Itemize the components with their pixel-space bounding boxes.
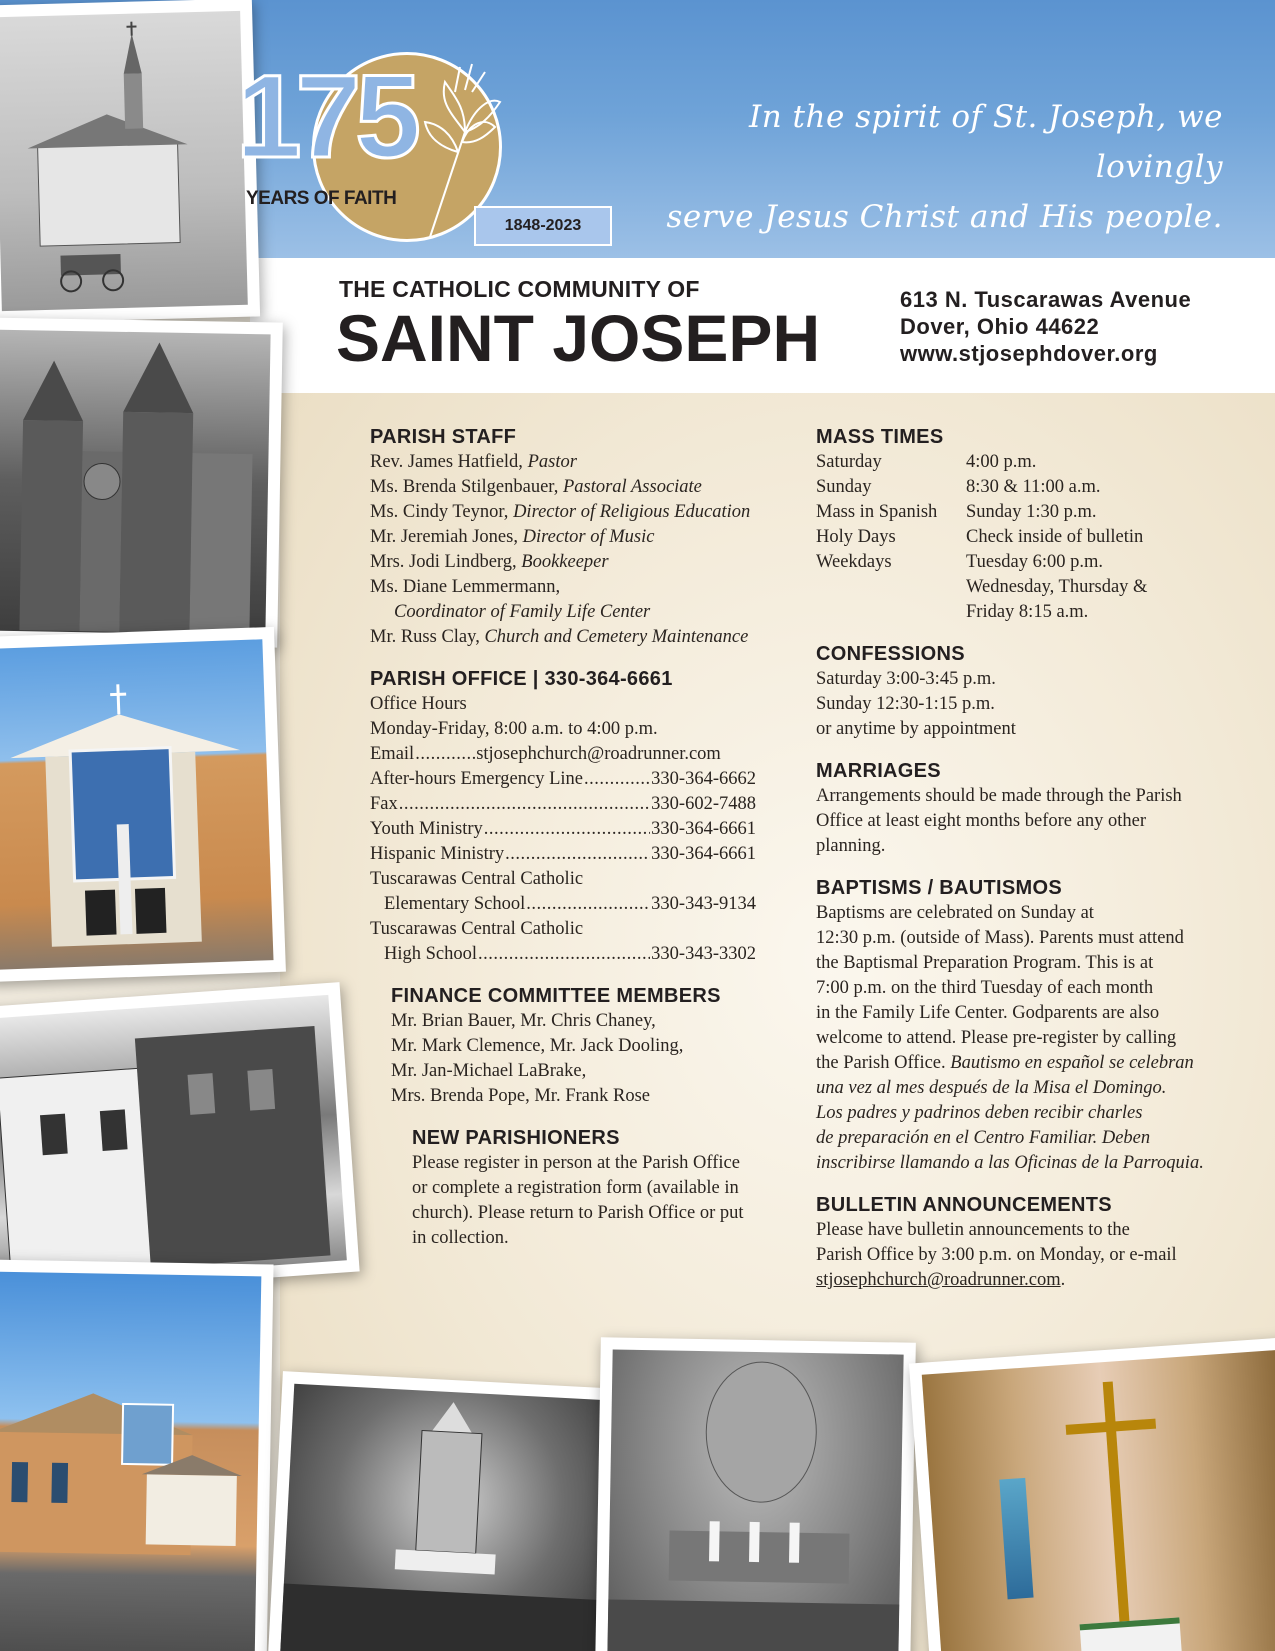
staff-row-role: Coordinator of Family Life Center	[394, 602, 651, 622]
mass-row: Mass in Spanish Sunday 1:30 p.m.	[816, 502, 1097, 522]
photo-crucifix-altar	[909, 1337, 1275, 1651]
finance-line: Mr. Mark Clemence, Mr. Jack Dooling,	[391, 1036, 684, 1056]
photo-historic-altar-interior	[268, 1371, 628, 1651]
anniversary-number: 175	[236, 51, 415, 183]
contact-row: High School ..... 330-343-3302	[370, 942, 756, 967]
baptisms-spanish-line: una vez al mes después de la Misa el Domingo.	[816, 1078, 1167, 1098]
photo-family-life-center	[0, 1260, 274, 1651]
motto-line-2: serve Jesus Christ and His people.	[666, 199, 1223, 235]
baptisms-line: 7:00 p.m. on the third Tuesday of each month	[816, 978, 1154, 998]
marriages-heading: MARRIAGES	[816, 760, 941, 782]
parish-name: SAINT JOSEPH	[336, 301, 821, 375]
new-parishioners-line: church). Please return to Parish Office or put	[412, 1203, 744, 1223]
bulletin-heading: BULLETIN ANNOUNCEMENTS	[816, 1194, 1112, 1216]
photo-gothic-church	[0, 317, 283, 647]
confessions-section	[816, 641, 1236, 742]
left-column	[370, 424, 770, 1267]
modern-church-icon	[0, 639, 274, 969]
banner-left	[999, 1478, 1033, 1600]
contact-row: Youth Ministry ..... 330-364-6661	[370, 817, 756, 842]
contact-row: Fax ..... 330-602-7488	[370, 792, 756, 817]
marriages-section	[816, 758, 1236, 859]
office-hours: Monday-Friday, 8:00 a.m. to 4:00 p.m.	[370, 719, 658, 739]
finance-line: Mrs. Brenda Pope, Mr. Frank Rose	[391, 1086, 650, 1106]
confessions-line: Sunday 12:30-1:15 p.m.	[816, 694, 995, 714]
bulletin-email-link[interactable]: stjosephchurch@roadrunner.com	[816, 1270, 1061, 1290]
finance-committee-heading: FINANCE COMMITTEE MEMBERS	[391, 985, 721, 1007]
contact-row-email: Email ..... stjosephchurch@roadrunner.com	[370, 742, 756, 767]
mass-row: Saturday 4:00 p.m.	[816, 452, 1037, 472]
baptisms-spanish-line: Los padres y padrinos deben recibir charles	[816, 1103, 1143, 1123]
staff-row: Ms. Diane Lemmermann,	[370, 577, 561, 597]
staff-row: Ms. Cindy Teynor, Director of Religious Education	[370, 502, 751, 522]
marriages-line: Arrangements should be made through the Parish	[816, 786, 1182, 806]
marriages-line: planning.	[816, 836, 886, 856]
finance-committee-section	[370, 983, 770, 1109]
parish-office-heading: PARISH OFFICE | 330-364-6661	[370, 668, 673, 690]
address-city: Dover, Ohio 44622	[900, 314, 1100, 339]
baptisms-line: 12:30 p.m. (outside of Mass). Parents must attend	[816, 928, 1184, 948]
title-prefix: THE CATHOLIC COMMUNITY OF	[339, 276, 700, 302]
bulletin-line: Please have bulletin announcements to the	[816, 1220, 1130, 1240]
altar-interior-icon	[280, 1384, 615, 1651]
email-link[interactable]: stjosephchurch@roadrunner.com	[476, 744, 721, 764]
confessions-heading: CONFESSIONS	[816, 643, 965, 665]
contact-row: Elementary School ..... 330-343-9134	[370, 892, 756, 917]
baptisms-line: welcome to attend. Please pre-register by calling	[816, 1028, 1177, 1048]
staff-row: Rev. James Hatfield, Pastor	[370, 452, 577, 472]
parish-motto	[623, 92, 1223, 242]
marriages-line: Office at least eight months before any other	[816, 811, 1146, 831]
school-name: Tuscarawas Central Catholic	[370, 869, 584, 889]
photo-sketch-original-church	[0, 0, 260, 323]
office-hours-label: Office Hours	[370, 694, 467, 714]
contact-row: Hispanic Ministry ..... 330-364-6661	[370, 842, 756, 867]
parish-staff-section	[370, 424, 770, 650]
school-name: Tuscarawas Central Catholic	[370, 919, 584, 939]
parish-office-section	[370, 666, 756, 967]
baptisms-line: the Parish Office. Bautismo en español se celebran	[816, 1053, 1194, 1073]
contact-row: After-hours Emergency Line ..... 330-364-6662	[370, 767, 756, 792]
new-parishioners-line: Please register in person at the Parish Office	[412, 1153, 740, 1173]
new-parishioners-line: or complete a registration form (available in	[412, 1178, 739, 1198]
parish-staff-heading: PARISH STAFF	[370, 426, 517, 448]
new-parishioners-heading: NEW PARISHIONERS	[412, 1127, 620, 1149]
mass-row: Wednesday, Thursday &	[966, 577, 1148, 597]
staff-row: Ms. Brenda Stilgenbauer, Pastoral Associate	[370, 477, 702, 497]
gothic-church-icon	[0, 330, 271, 636]
bulletin-section	[816, 1192, 1236, 1293]
church-sketch-icon	[0, 11, 248, 311]
staff-row: Mr. Russ Clay, Church and Cemetery Maintenance	[370, 627, 749, 647]
address-street: 613 N. Tuscarawas Avenue	[900, 287, 1192, 312]
mass-times-section	[816, 424, 1236, 625]
confessions-line: or anytime by appointment	[816, 719, 1016, 739]
baptisms-heading: BAPTISMS / BAUTISMOS	[816, 877, 1063, 899]
mass-celebration-icon	[607, 1349, 903, 1651]
baptisms-line: the Baptismal Preparation Program. This is at	[816, 953, 1154, 973]
baptisms-line: Baptisms are celebrated on Sunday at	[816, 903, 1094, 923]
bulletin-email-line: stjosephchurch@roadrunner.com.	[816, 1270, 1066, 1290]
school-building-icon	[0, 995, 347, 1285]
baptisms-line: in the Family Life Center. Godparents are also	[816, 1003, 1160, 1023]
confessions-line: Saturday 3:00-3:45 p.m.	[816, 669, 996, 689]
motto-line-1: In the spirit of St. Joseph, we lovingly	[748, 99, 1223, 185]
staff-row: Mr. Jeremiah Jones, Director of Music	[370, 527, 655, 547]
website-link[interactable]: www.stjosephdover.org	[900, 341, 1158, 366]
mass-times-heading: MASS TIMES	[816, 426, 944, 448]
anniversary-dates: 1848-2023	[474, 206, 612, 246]
baptisms-spanish-line: de preparación en el Centro Familiar. Deben	[816, 1128, 1151, 1148]
photo-mass-celebration	[595, 1337, 916, 1651]
mass-row: Sunday 8:30 & 11:00 a.m.	[816, 477, 1101, 497]
new-parishioners-section	[370, 1125, 770, 1251]
right-column	[816, 424, 1236, 1309]
bulletin-line: Parish Office by 3:00 p.m. on Monday, or e-mail	[816, 1245, 1177, 1265]
finance-line: Mr. Brian Bauer, Mr. Chris Chaney,	[391, 1011, 656, 1031]
mass-row: Weekdays Tuesday 6:00 p.m.	[816, 552, 1104, 572]
parish-address	[900, 286, 1191, 367]
staff-row: Mrs. Jodi Lindberg, Bookkeeper	[370, 552, 609, 572]
photo-modern-church-facade	[0, 627, 286, 982]
photo-old-school-building	[0, 982, 360, 1298]
baptisms-section	[816, 875, 1236, 1176]
anniversary-tagline: YEARS OF FAITH	[246, 188, 397, 209]
mass-row: Friday 8:15 a.m.	[966, 602, 1089, 622]
mass-row: Holy Days Check inside of bulletin	[816, 527, 1144, 547]
finance-line: Mr. Jan-Michael LaBrake,	[391, 1061, 587, 1081]
baptisms-spanish-line: inscribirse llamando a las Oficinas de la Parroquia.	[816, 1153, 1204, 1173]
family-life-center-icon	[0, 1272, 261, 1651]
new-parishioners-line: in collection.	[412, 1228, 509, 1248]
altar-table	[1080, 1617, 1183, 1651]
